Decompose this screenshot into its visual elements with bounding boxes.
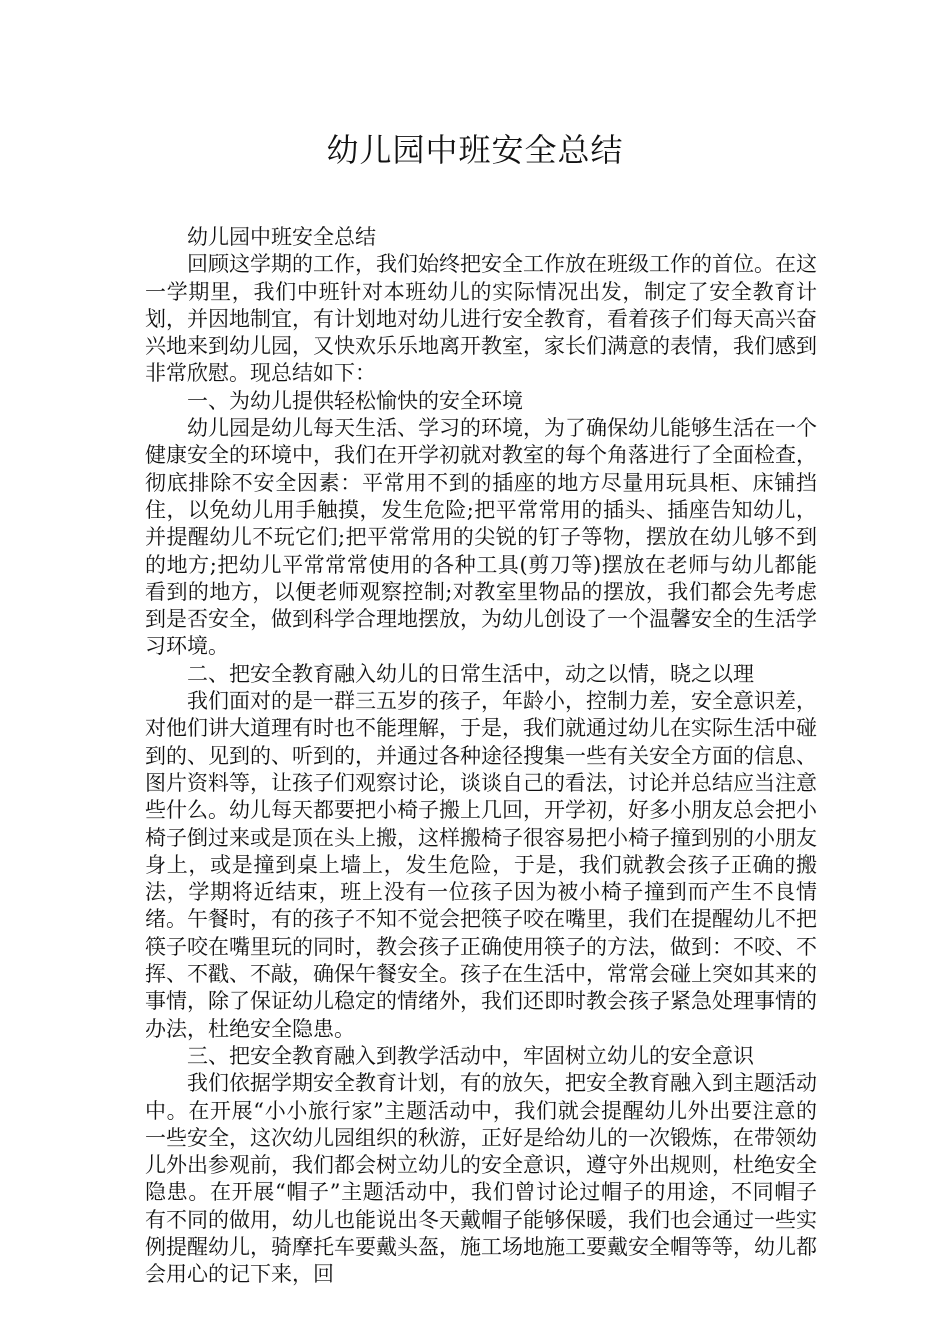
document-body (145, 224, 817, 1289)
section-3-paragraph: 我们依据学期安全教育计划，有的放矢，把安全教育融入到主题活动中。在开展“小小旅行家”主题活动中，我们就会提醒幼儿外出要注意的一些安全，这次幼儿园组织的秋游，正好是给幼儿的一次锻炼，在带领幼儿外出参观前，我们都会树立幼儿的安全意识，遵守外出规则，杜绝安全隐患。在开展“帽子”主题活动中，我们曾讨论过帽子的用途，不同帽子有不同的做用，幼儿也能说出冬天戴帽子能够保暖，我们也会通过一些实例提醒幼儿，骑摩托车要戴头盔，施工场地施工要戴安全帽等等，幼儿都会用心的记下来，回 (145, 1071, 817, 1287)
section-heading-1: 一、为幼儿提供轻松愉快的安全环境 (187, 388, 523, 413)
section-heading-3: 三、把安全教育融入到教学活动中，牢固树立幼儿的安全意识 (187, 1043, 754, 1068)
section-1-paragraph: 幼儿园是幼儿每天生活、学习的环境，为了确保幼儿能够生活在一个健康安全的环境中，我们在开学初就对教室的每个角落进行了全面检查，彻底排除不安全因素：平常用不到的插座的地方尽量用玩具柜、床铺挡住，以免幼儿用手触摸，发生危险;把平常常用的插头、插座告知幼儿，并提醒幼儿不玩它们;把平常常用的尖锐的钉子等物，摆放在幼儿够不到的地方;把幼儿平常常常使用的各种工具(剪刀等)摆放在老师与幼儿都能看到的地方，以便老师观察控制;对教室里物品的摆放，我们都会先考虑到是否安全，做到科学合理地摆放，为幼儿创设了一个温馨安全的生活学习环境。 (145, 416, 817, 659)
section-heading-2: 二、把安全教育融入幼儿的日常生活中，动之以情，晓之以理 (187, 661, 754, 686)
body-subtitle-paragraph: 幼儿园中班安全总结 (187, 225, 376, 249)
intro-paragraph: 回顾这学期的工作，我们始终把安全工作放在班级工作的首位。在这一学期里，我们中班针对本班幼儿的实际情况出发，制定了安全教育计划，并因地制宜，有计划地对幼儿进行安全教育，看着孩子们每天高兴奋兴地来到幼儿园，又快欢乐乐地离开教室，家长们满意的表情，我们感到非常欣慰。现总结如下： (145, 252, 817, 386)
section-2-paragraph: 我们面对的是一群三五岁的孩子，年龄小，控制力差，安全意识差，对他们讲大道理有时也不能理解，于是，我们就通过幼儿在实际生活中碰到的、见到的、听到的，并通过各种途径搜集一些有关安全方面的信息、图片资料等，让孩子们观察讨论，谈谈自己的看法，讨论并总结应当注意些什么。幼儿每天都要把小椅子搬上几回，开学初，好多小朋友总会把小椅子倒过来或是顶在头上搬，这样搬椅子很容易把小椅子撞到别的小朋友身上，或是撞到桌上墙上，发生危险，于是，我们就教会孩子正确的搬法，学期将近结束，班上没有一位孩子因为被小椅子撞到而产生不良情绪。午餐时，有的孩子不知不觉会把筷子咬在嘴里，我们在提醒幼儿不把筷子咬在嘴里玩的同时，教会孩子正确使用筷子的方法，做到：不咬、不挥、不戳、不敲，确保午餐安全。孩子在生活中，常常会碰上突如其来的事情，除了保证幼儿稳定的情绪外，我们还即时教会孩子紧急处理事情的办法，杜绝安全隐患。 (145, 689, 817, 1041)
document-title: 幼儿园中班安全总结 (326, 131, 624, 169)
